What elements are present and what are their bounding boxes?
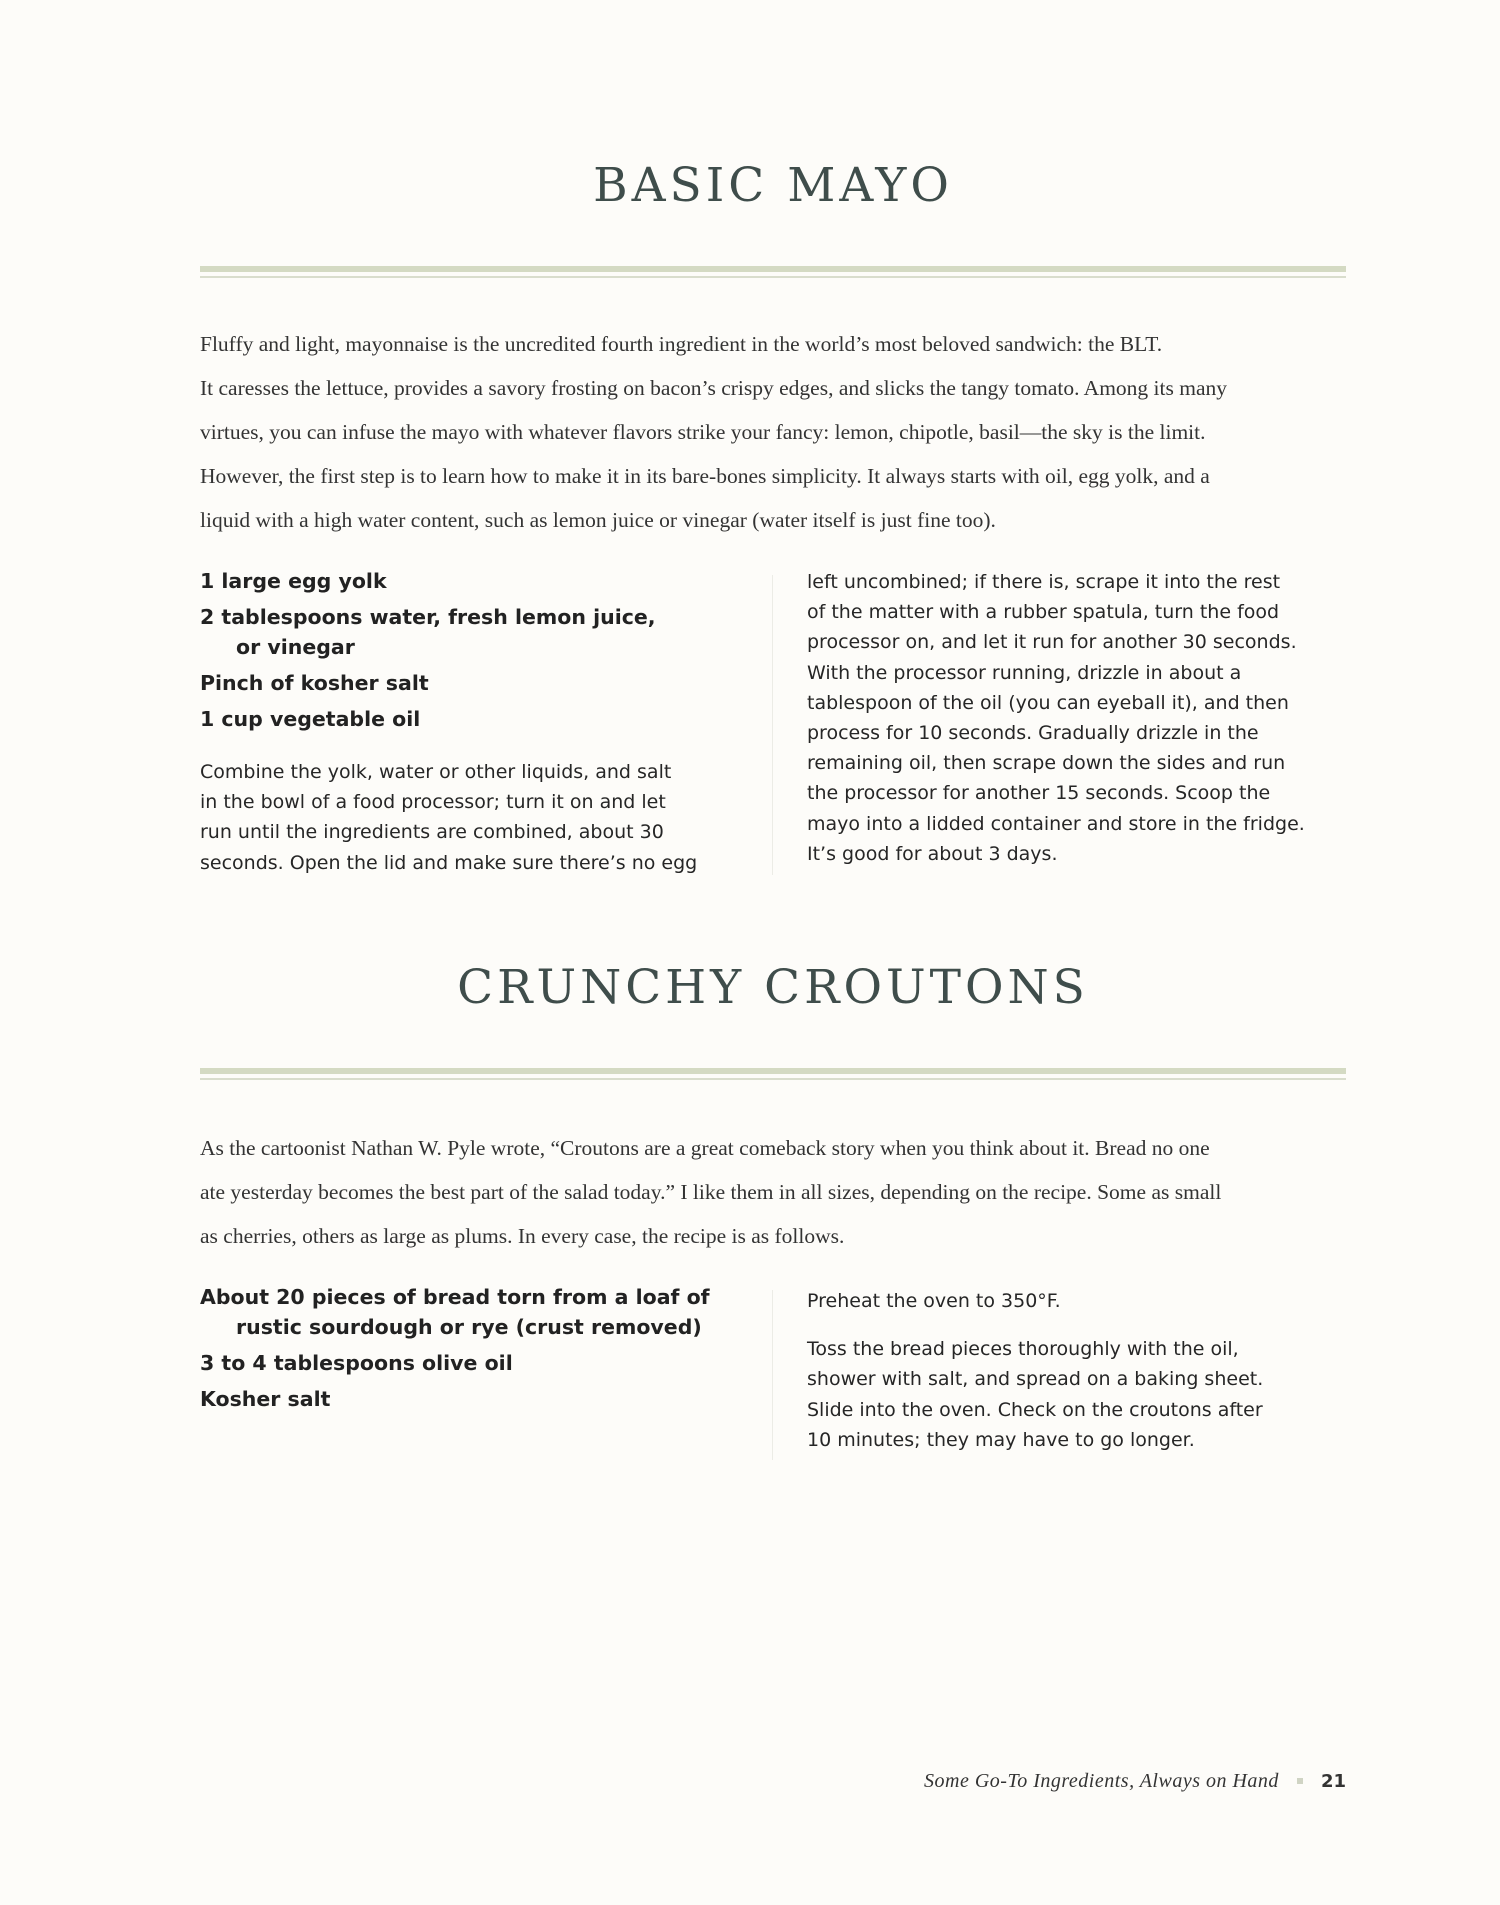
recipe-intro-basic-mayo: Fluffy and light, mayonnaise is the uncredited fourth ingredient in the world’s most beloved sandwich: the BLT. It caresses the lettuce, provides a savory frosting on bacon’s crispy edges, and slicks the tangy tomato. Among its many virtues, you can infuse the mayo with whatever flavors strike your fancy: lemon, chipotle, basil—the sky is the limit. However, the first step is to learn how to make it in its bare-bones simplicity. It always starts with oil, egg yolk, and a liquid with a high water content, such as lemon juice or vinegar (water itself is just fine too). [200, 332, 1227, 532]
ingredient-item: 1 cup vegetable oil [200, 707, 421, 731]
title-rule [200, 262, 1346, 282]
ingredient-item: About 20 pieces of bread torn from a loaf of rustic sourdough or rye (crust removed) [200, 1285, 710, 1339]
running-title: Some Go-To Ingredients, Always on Hand [924, 1770, 1279, 1792]
column-divider [772, 1290, 773, 1460]
directions-crunchy-croutons: Preheat the oven to 350°F. Toss the bread pieces thoroughly with the oil, shower with salt, and spread on a baking sheet. Slide into the oven. Check on the croutons after 10 minutes; they may have to go longer. [807, 1290, 1264, 1451]
ingredient-item: 3 to 4 tablespoons olive oil [200, 1351, 513, 1375]
column-divider [772, 575, 773, 875]
recipe-intro-crunchy-croutons: As the cartoonist Nathan W. Pyle wrote, “Croutons are a great comeback story when you think about it. Bread no one ate yesterday becomes the best part of the salad today.” I like them in all sizes, depending on the recipe. Some as small as cherries, others as large as plums. In every case, the recipe is as follows. [200, 1136, 1222, 1248]
footer-bullet [1297, 1778, 1303, 1784]
ingredient-item: 2 tablespoons water, fresh lemon juice, or vinegar [200, 605, 656, 659]
ingredient-item: 1 large egg yolk [200, 569, 387, 593]
ingredient-item: Kosher salt [200, 1387, 331, 1411]
page-footer [700, 1770, 1346, 1793]
recipe-title-basic-mayo: BASIC MAYO [593, 158, 953, 213]
recipe-title-crunchy-croutons: CRUNCHY CROUTONS [457, 960, 1089, 1015]
title-rule [200, 1064, 1346, 1084]
directions-right-basic-mayo: left uncombined; if there is, scrape it into the rest of the matter with a rubber spatula, turn the food processor on, and let it run for another 30 seconds. With the processor running, drizzle in about a tablespoon of the oil (you can eyeball it), and then process for 10 seconds. Gradually drizzle in the remaining oil, then scrape down the sides and run the processor for another 15 seconds. Scoop the mayo into a lidded container and store in the fridge. It’s good for about 3 days. [807, 571, 1305, 865]
ingredient-item: Pinch of kosher salt [200, 671, 429, 695]
page-number: 21 [1320, 1771, 1346, 1792]
ingredient-list-crunchy-croutons [200, 1282, 760, 1420]
directions-left-basic-mayo: Combine the yolk, water or other liquids, and salt in the bowl of a food processor; turn it on and let run until the ingredients are combined, about 30 seconds. Open the lid and make sure there’s no egg [200, 761, 698, 874]
ingredient-list-basic-mayo [200, 566, 760, 740]
